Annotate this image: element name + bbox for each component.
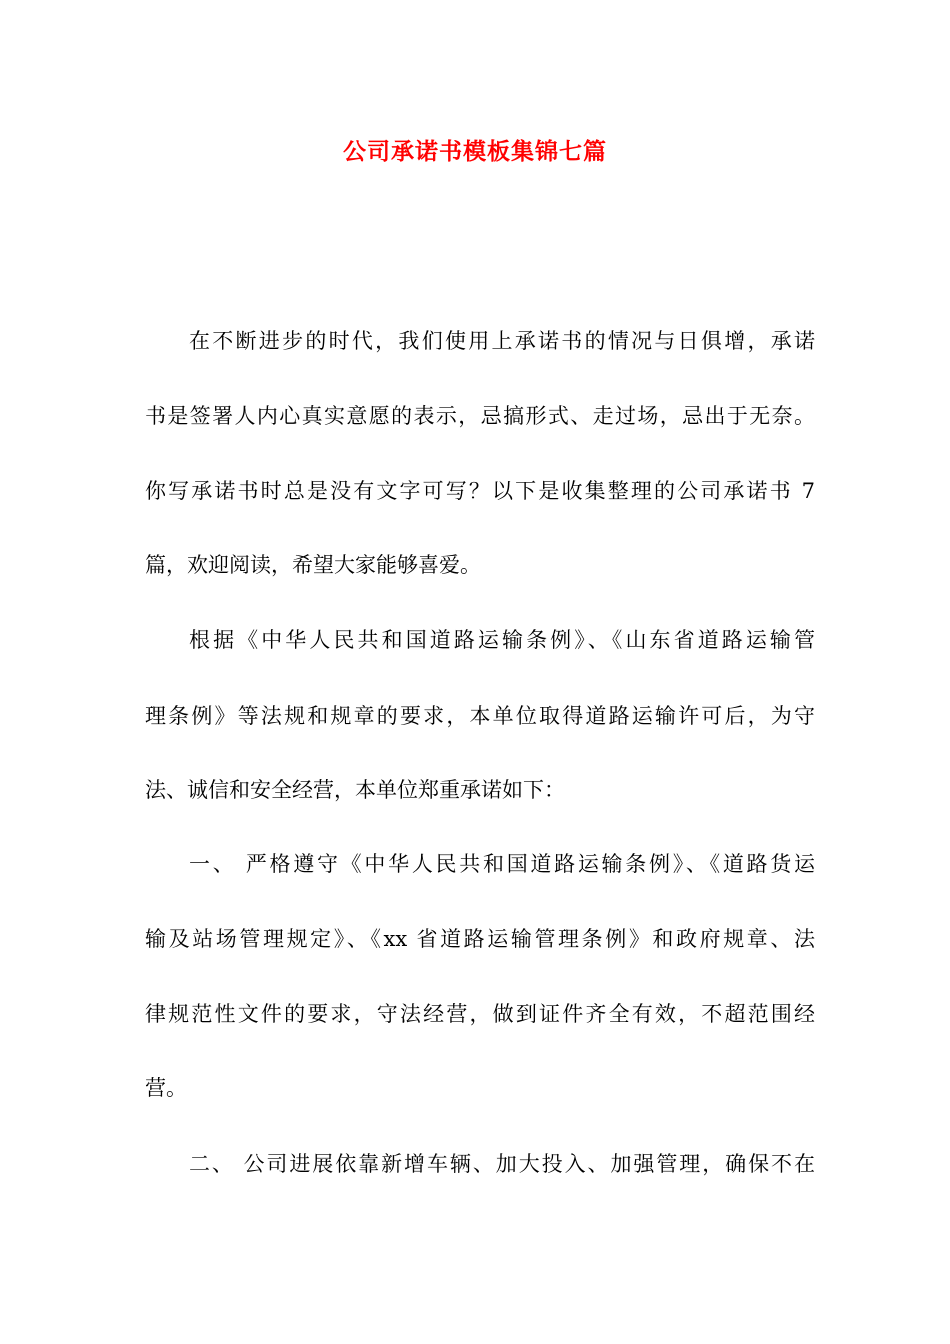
paragraph-line: 你写承诺书时总是没有文字可写？以下是收集整理的公司承诺书 7: [145, 479, 815, 503]
paragraph-line: 营。: [145, 1076, 187, 1100]
paragraph-line: 根据《中华人民共和国道路运输条例》、《山东省道路运输管: [189, 628, 815, 652]
paragraph-line: 在不断进步的时代，我们使用上承诺书的情况与日俱增，承诺: [189, 329, 815, 353]
document-title: 公司承诺书模板集锦七篇: [343, 138, 607, 165]
paragraph-line: 输及站场管理规定》、《xx 省道路运输管理条例》和政府规章、法: [145, 927, 815, 951]
paragraph-line: 律规范性文件的要求，守法经营，做到证件齐全有效，不超范围经: [145, 1002, 815, 1026]
paragraph-line: 书是签署人内心真实意愿的表示，忌搞形式、走过场，忌出于无奈。: [145, 404, 815, 428]
paragraph-line: 篇，欢迎阅读，希望大家能够喜爱。: [145, 553, 481, 577]
paragraph-line: 二、 公司进展依靠新增车辆、加大投入、加强管理，确保不在: [189, 1152, 815, 1176]
paragraph-line: 一、 严格遵守《中华人民共和国道路运输条例》、《道路货运: [189, 852, 815, 876]
paragraph-line: 法、诚信和安全经营，本单位郑重承诺如下：: [145, 778, 565, 802]
paragraph-line: 理条例》等法规和规章的要求，本单位取得道路运输许可后，为守: [145, 704, 815, 728]
